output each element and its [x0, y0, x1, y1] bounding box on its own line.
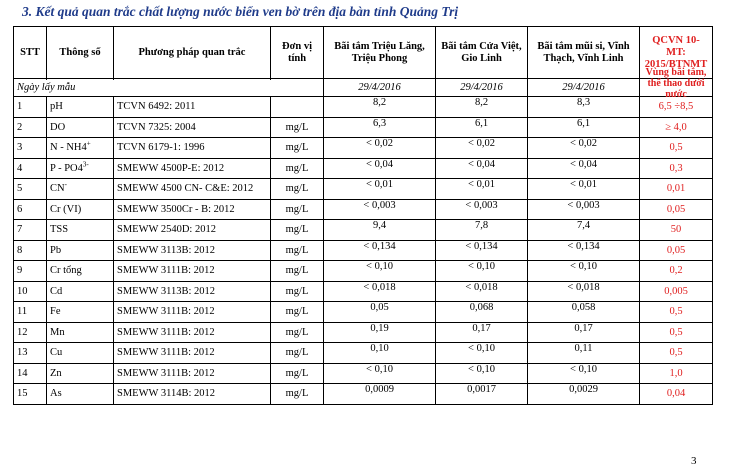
limit-cell: 0,5 — [640, 138, 713, 159]
value-site-1: 6,3 — [324, 117, 436, 138]
table-row — [14, 158, 713, 179]
param-cell — [47, 363, 114, 384]
param-superscript: + — [86, 139, 91, 148]
stt-cell: 3 — [14, 138, 47, 159]
limit-cell: 0,5 — [640, 302, 713, 323]
value-site-1: 0,0009 — [324, 384, 436, 405]
param-cell — [47, 343, 114, 364]
param-name: As — [50, 388, 62, 400]
param-cell — [47, 261, 114, 282]
method-cell: TCVN 6492: 2011 — [114, 97, 271, 118]
header-row — [14, 27, 713, 79]
param-cell — [47, 158, 114, 179]
method-cell: SMEWW 4500 CN- C&E: 2012 — [114, 179, 271, 200]
param-name: pH — [50, 101, 63, 113]
unit-cell: mg/L — [271, 261, 324, 282]
method-cell: SMEWW 3500Cr - B: 2012 — [114, 199, 271, 220]
param-cell — [47, 322, 114, 343]
value-site-3: < 0,04 — [528, 158, 640, 179]
value-site-3: 0,17 — [528, 322, 640, 343]
stt-cell: 11 — [14, 302, 47, 323]
value-site-1: < 0,10 — [324, 261, 436, 282]
unit-cell: mg/L — [271, 384, 324, 405]
value-site-3: < 0,018 — [528, 281, 640, 302]
method-cell: SMEWW 2540D: 2012 — [114, 220, 271, 241]
value-site-2: < 0,003 — [436, 199, 528, 220]
method-cell: SMEWW 3111B: 2012 — [114, 261, 271, 282]
param-cell — [47, 179, 114, 200]
stt-cell: 2 — [14, 117, 47, 138]
method-cell: SMEWW 3111B: 2012 — [114, 363, 271, 384]
unit-cell: mg/L — [271, 322, 324, 343]
value-site-1: < 0,018 — [324, 281, 436, 302]
stt-cell: 8 — [14, 240, 47, 261]
param-cell — [47, 117, 114, 138]
value-site-3: 8,3 — [528, 97, 640, 118]
param-name: Cu — [50, 347, 63, 359]
stt-cell: 7 — [14, 220, 47, 241]
stt-cell: 10 — [14, 281, 47, 302]
param-name: Cr tổng — [50, 265, 82, 277]
value-site-2: < 0,01 — [436, 179, 528, 200]
value-site-3: < 0,10 — [528, 363, 640, 384]
table-row — [14, 179, 713, 200]
seawater-quality-table — [13, 26, 713, 405]
limit-cell: 0,2 — [640, 261, 713, 282]
param-cell — [47, 384, 114, 405]
limit-cell: 6,5 ÷8,5 — [640, 97, 713, 118]
header-unit: Đơn vị tính — [271, 27, 324, 79]
method-cell: SMEWW 3111B: 2012 — [114, 302, 271, 323]
param-name: Cd — [50, 285, 63, 297]
limit-cell: 50 — [640, 220, 713, 241]
table-row — [14, 138, 713, 159]
sampling-label: Ngày lấy mẫu — [14, 79, 324, 97]
unit-cell: mg/L — [271, 363, 324, 384]
param-superscript: - — [64, 180, 67, 189]
value-site-2: 0,17 — [436, 322, 528, 343]
stt-cell: 13 — [14, 343, 47, 364]
param-cell — [47, 281, 114, 302]
table-row — [14, 322, 713, 343]
unit-cell: mg/L — [271, 220, 324, 241]
value-site-3: 6,1 — [528, 117, 640, 138]
value-site-3: < 0,134 — [528, 240, 640, 261]
value-site-3: < 0,02 — [528, 138, 640, 159]
limit-cell: 0,01 — [640, 179, 713, 200]
value-site-1: 0,10 — [324, 343, 436, 364]
param-name: Mn — [50, 326, 65, 338]
value-site-2: 0,0017 — [436, 384, 528, 405]
value-site-2: 0,068 — [436, 302, 528, 323]
header-standard: QCVN 10-MT: 2015/BTNMT — [640, 27, 713, 79]
table-row — [14, 220, 713, 241]
table-row — [14, 384, 713, 405]
stt-cell: 15 — [14, 384, 47, 405]
param-name: DO — [50, 121, 66, 133]
limit-cell: 0,005 — [640, 281, 713, 302]
value-site-3: 0,058 — [528, 302, 640, 323]
table-row — [14, 281, 713, 302]
param-cell — [47, 199, 114, 220]
value-site-2: < 0,04 — [436, 158, 528, 179]
sampling-row — [14, 79, 713, 97]
param-name: Fe — [50, 306, 61, 318]
limit-cell: 0,5 — [640, 322, 713, 343]
unit-cell: mg/L — [271, 302, 324, 323]
method-cell: TCVN 6179-1: 1996 — [114, 138, 271, 159]
param-cell — [47, 97, 114, 118]
table-body — [14, 97, 713, 405]
value-site-1: < 0,02 — [324, 138, 436, 159]
header-site-2: Bãi tắm Cửa Việt, Gio Linh — [436, 27, 528, 79]
method-cell: SMEWW 3111B: 2012 — [114, 322, 271, 343]
param-cell — [47, 240, 114, 261]
table-row — [14, 261, 713, 282]
section-heading: 3. Kết quả quan trắc chất lượng nước biển ven bờ trên địa bàn tỉnh Quảng Trị — [22, 4, 459, 19]
sampling-date-3: 29/4/2016 — [528, 79, 640, 97]
unit-cell: mg/L — [271, 199, 324, 220]
header-standard-sub — [640, 67, 713, 100]
method-cell: SMEWW 3111B: 2012 — [114, 343, 271, 364]
value-site-2: < 0,018 — [436, 281, 528, 302]
param-cell — [47, 220, 114, 241]
value-site-1: < 0,04 — [324, 158, 436, 179]
param-cell — [47, 138, 114, 159]
value-site-2: < 0,02 — [436, 138, 528, 159]
unit-cell: mg/L — [271, 117, 324, 138]
unit-cell: mg/L — [271, 179, 324, 200]
value-site-2: < 0,10 — [436, 363, 528, 384]
value-site-1: 8,2 — [324, 97, 436, 118]
limit-cell: 0,3 — [640, 158, 713, 179]
value-site-1: < 0,10 — [324, 363, 436, 384]
limit-cell: 0,05 — [640, 199, 713, 220]
value-site-2: 6,1 — [436, 117, 528, 138]
value-site-2: < 0,134 — [436, 240, 528, 261]
unit-cell — [271, 97, 324, 118]
value-site-1: < 0,003 — [324, 199, 436, 220]
table-row — [14, 199, 713, 220]
standard-sub-text: Vùng bãi tắm, thể thao dưới nước — [645, 67, 707, 100]
method-cell: SMEWW 3114B: 2012 — [114, 384, 271, 405]
table-row — [14, 343, 713, 364]
param-name: Pb — [50, 244, 62, 256]
stt-cell: 12 — [14, 322, 47, 343]
limit-cell: 0,5 — [640, 343, 713, 364]
value-site-2: < 0,10 — [436, 261, 528, 282]
value-site-3: < 0,10 — [528, 261, 640, 282]
unit-cell: mg/L — [271, 158, 324, 179]
method-cell: TCVN 7325: 2004 — [114, 117, 271, 138]
value-site-1: 9,4 — [324, 220, 436, 241]
sampling-date-2: 29/4/2016 — [436, 79, 528, 97]
param-name: Zn — [50, 367, 62, 379]
limit-cell: 1,0 — [640, 363, 713, 384]
method-cell: SMEWW 4500P-E: 2012 — [114, 158, 271, 179]
value-site-2: < 0,10 — [436, 343, 528, 364]
param-name: TSS — [50, 224, 69, 236]
limit-cell: ≥ 4,0 — [640, 117, 713, 138]
value-site-3: < 0,003 — [528, 199, 640, 220]
value-site-3: < 0,01 — [528, 179, 640, 200]
value-site-2: 8,2 — [436, 97, 528, 118]
value-site-3: 7,4 — [528, 220, 640, 241]
value-site-3: 0,11 — [528, 343, 640, 364]
param-name: N - NH4 — [50, 142, 87, 154]
header-method: Phương pháp quan trắc — [114, 27, 271, 79]
table-row — [14, 97, 713, 118]
header-param: Thông số — [47, 27, 114, 79]
table-row — [14, 302, 713, 323]
header-stt: STT — [14, 27, 47, 79]
value-site-3: 0,0029 — [528, 384, 640, 405]
stt-cell: 5 — [14, 179, 47, 200]
unit-cell: mg/L — [271, 138, 324, 159]
param-name: Cr (VI) — [50, 203, 82, 215]
unit-cell: mg/L — [271, 343, 324, 364]
value-site-2: 7,8 — [436, 220, 528, 241]
limit-cell: 0,04 — [640, 384, 713, 405]
stt-cell: 1 — [14, 97, 47, 118]
method-cell: SMEWW 3113B: 2012 — [114, 281, 271, 302]
header-site-3: Bãi tắm mũi si, Vĩnh Thạch, Vĩnh Linh — [528, 27, 640, 79]
header-site-1: Bãi tắm Triệu Lăng, Triệu Phong — [324, 27, 436, 79]
param-cell — [47, 302, 114, 323]
value-site-1: 0,05 — [324, 302, 436, 323]
stt-cell: 6 — [14, 199, 47, 220]
stt-cell: 4 — [14, 158, 47, 179]
table-row — [14, 363, 713, 384]
sampling-date-1: 29/4/2016 — [324, 79, 436, 97]
value-site-1: 0,19 — [324, 322, 436, 343]
method-cell: SMEWW 3113B: 2012 — [114, 240, 271, 261]
unit-cell: mg/L — [271, 281, 324, 302]
param-name: P - PO4 — [50, 162, 83, 174]
limit-cell: 0,05 — [640, 240, 713, 261]
param-name: CN — [50, 183, 65, 195]
table-row — [14, 240, 713, 261]
value-site-1: < 0,01 — [324, 179, 436, 200]
table-row — [14, 117, 713, 138]
param-superscript: 3- — [82, 160, 89, 169]
stt-cell: 14 — [14, 363, 47, 384]
value-site-1: < 0,134 — [324, 240, 436, 261]
stt-cell: 9 — [14, 261, 47, 282]
unit-cell: mg/L — [271, 240, 324, 261]
page-number: 3 — [691, 455, 697, 467]
